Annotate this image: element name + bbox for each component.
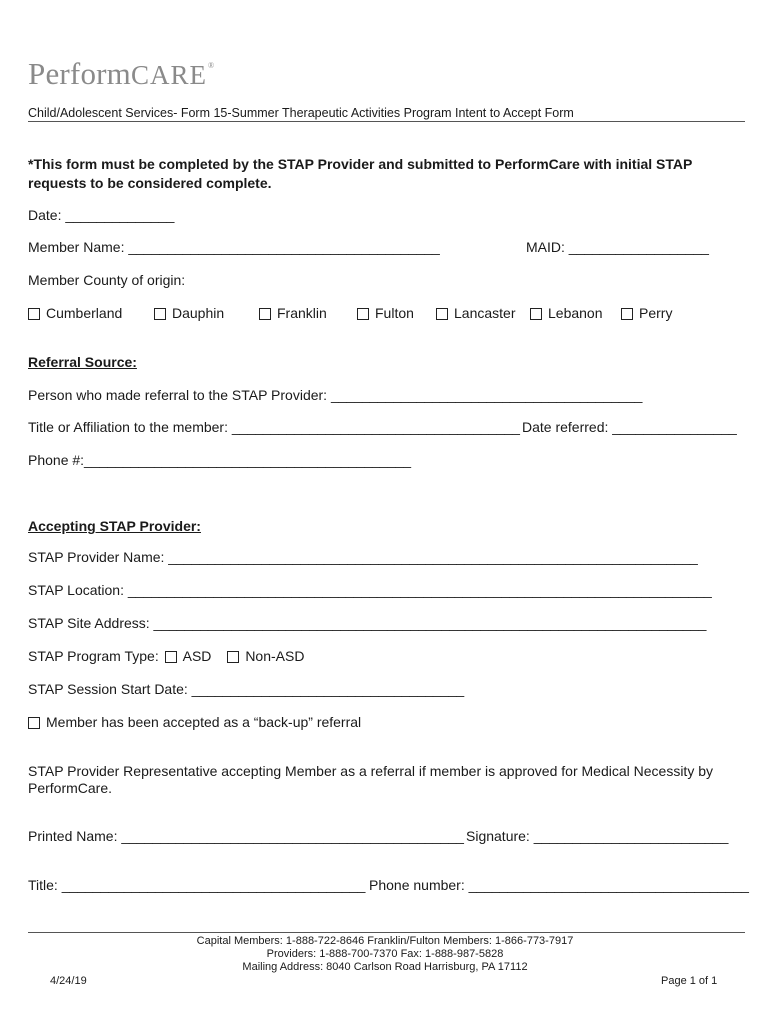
county-option-perry[interactable] — [621, 305, 672, 321]
county-label-cumberland: Cumberland — [46, 305, 123, 321]
checkbox-asd[interactable] — [165, 651, 177, 663]
performcare-logo — [28, 56, 213, 92]
form-notice: *This form must be completed by the STAP Provider and submitted to PerformCare with initial STAP requests to be considered complete. — [28, 156, 693, 191]
referral-title-field[interactable]: Title or Affiliation to the member: _____________________________________ — [28, 419, 520, 435]
form-title: Child/Adolescent Services- Form 15-Summer Therapeutic Activities Program Intent to Accept Form — [28, 106, 574, 120]
asd-label: ASD — [182, 648, 212, 664]
footer-divider — [28, 932, 745, 933]
county-label: Member County of origin: — [28, 272, 186, 288]
session-start-field[interactable]: STAP Session Start Date: ___________________________________ — [28, 681, 465, 697]
county-option-franklin[interactable] — [259, 305, 327, 321]
checkbox-cumberland[interactable] — [28, 308, 40, 320]
referral-person-field[interactable]: Person who made referral to the STAP Provider: ________________________________________ — [28, 387, 643, 403]
representative-title-field[interactable]: Title: _______________________________________ — [28, 877, 366, 893]
county-label-franklin: Franklin — [277, 305, 327, 321]
member-name-field[interactable]: Member Name: ________________________________________ — [28, 239, 440, 255]
footer-mailing-address: Mailing Address: 8040 Carlson Road Harrisburg, PA 17112 — [242, 961, 528, 973]
representative-phone-field[interactable]: Phone number: ____________________________________ — [369, 877, 749, 893]
county-option-cumberland[interactable] — [28, 305, 122, 321]
county-label-lancaster: Lancaster — [454, 305, 516, 321]
checkbox-lancaster[interactable] — [436, 308, 448, 320]
county-label-perry: Perry — [639, 305, 673, 321]
checkbox-perry[interactable] — [621, 308, 633, 320]
footer-revision-date: 4/24/19 — [50, 975, 87, 987]
title-divider — [28, 121, 745, 122]
county-label-lebanon: Lebanon — [548, 305, 603, 321]
referral-phone-field[interactable]: Phone #:__________________________________________ — [28, 452, 412, 468]
county-option-dauphin[interactable] — [154, 305, 224, 321]
footer-contact-line-1: Capital Members: 1-888-722-8646 Franklin/Fulton Members: 1-866-773-7917 — [196, 935, 574, 947]
county-label-fulton: Fulton — [375, 305, 414, 321]
footer-page-number: Page 1 of 1 — [661, 975, 718, 987]
printed-name-field[interactable]: Printed Name: ____________________________________________ — [28, 828, 464, 844]
representative-statement: STAP Provider Representative accepting Member as a referral if member is approved for Medical Necessity by PerformCare. — [28, 763, 713, 796]
checkbox-backup-referral[interactable] — [28, 717, 40, 729]
accepting-provider-heading: Accepting STAP Provider: — [28, 518, 201, 534]
county-option-lancaster[interactable] — [436, 305, 515, 321]
county-label-dauphin: Dauphin — [172, 305, 225, 321]
logo-text-perform: Perform — [28, 56, 131, 91]
maid-field[interactable]: MAID: __________________ — [526, 239, 709, 255]
checkbox-franklin[interactable] — [259, 308, 271, 320]
program-type-row — [28, 648, 304, 664]
provider-site-address-field[interactable]: STAP Site Address: _______________________________________________________________________ — [28, 615, 707, 631]
backup-referral-option[interactable] — [28, 714, 361, 730]
program-type-label: STAP Program Type: — [28, 648, 159, 664]
county-option-fulton[interactable] — [357, 305, 414, 321]
referral-source-heading: Referral Source: — [28, 354, 137, 370]
signature-field[interactable]: Signature: _________________________ — [466, 828, 729, 844]
checkbox-dauphin[interactable] — [154, 308, 166, 320]
checkbox-non-asd[interactable] — [227, 651, 239, 663]
checkbox-fulton[interactable] — [357, 308, 369, 320]
backup-referral-label: Member has been accepted as a “back-up” referral — [46, 714, 362, 730]
logo-text-care: CARE — [130, 60, 207, 90]
logo-registered-mark: ® — [208, 61, 215, 70]
date-referred-field[interactable]: Date referred: ________________ — [522, 419, 737, 435]
provider-location-field[interactable]: STAP Location: ___________________________________________________________________________ — [28, 582, 712, 598]
county-option-lebanon[interactable] — [530, 305, 603, 321]
checkbox-lebanon[interactable] — [530, 308, 542, 320]
provider-name-field[interactable]: STAP Provider Name: ____________________________________________________________________ — [28, 549, 698, 565]
non-asd-label: Non-ASD — [245, 648, 305, 664]
date-field[interactable]: Date: ______________ — [28, 207, 175, 223]
footer-contact-line-2: Providers: 1-888-700-7370 Fax: 1-888-987-5828 — [266, 948, 504, 960]
